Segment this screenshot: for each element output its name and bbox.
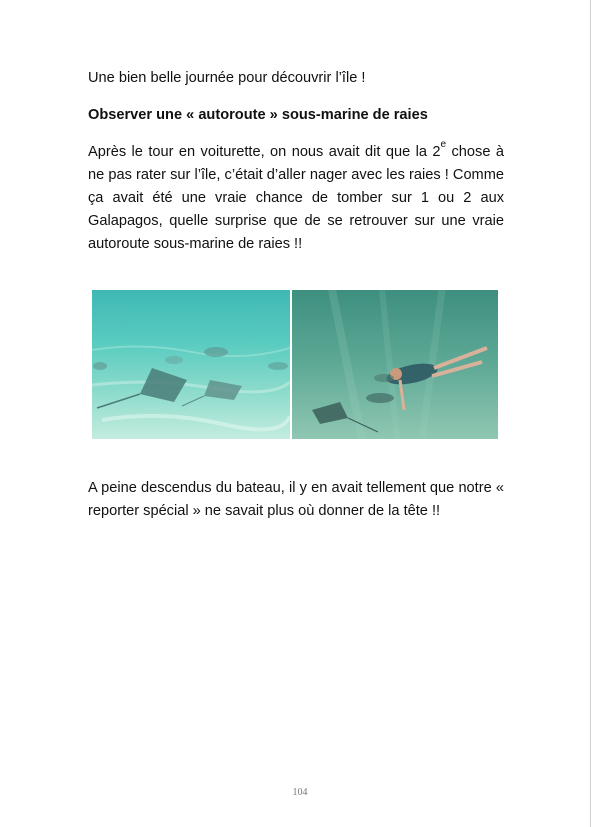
paragraph-1 — [88, 141, 504, 256]
snorkeler-photo — [292, 290, 498, 439]
intro-text: Une bien belle journée pour découvrir l’île ! — [88, 70, 366, 86]
stingrays-photo — [92, 290, 290, 439]
section-heading: Observer une « autoroute » sous-marine de raies — [88, 107, 428, 123]
superscript-e: e — [440, 139, 447, 150]
paragraph-1-start: Après le tour en voiturette, on nous avait dit que la 2 — [88, 144, 441, 160]
paragraph-2: A peine descendus du bateau, il y en avait tellement que notre « reporter spécial » ne savait plus où donner de la tête !! — [88, 480, 504, 519]
paragraph-1-rest: chose à ne pas rater sur l’île, c’était d’aller nager avec les raies ! Comme ça avait été une vraie chance de tomber sur 1 ou 2 aux Galapagos, quelle surprise que de se retrouver sur une vraie autoroute sous-marine de raies !! — [88, 144, 504, 252]
page-number: 104 — [292, 787, 308, 798]
